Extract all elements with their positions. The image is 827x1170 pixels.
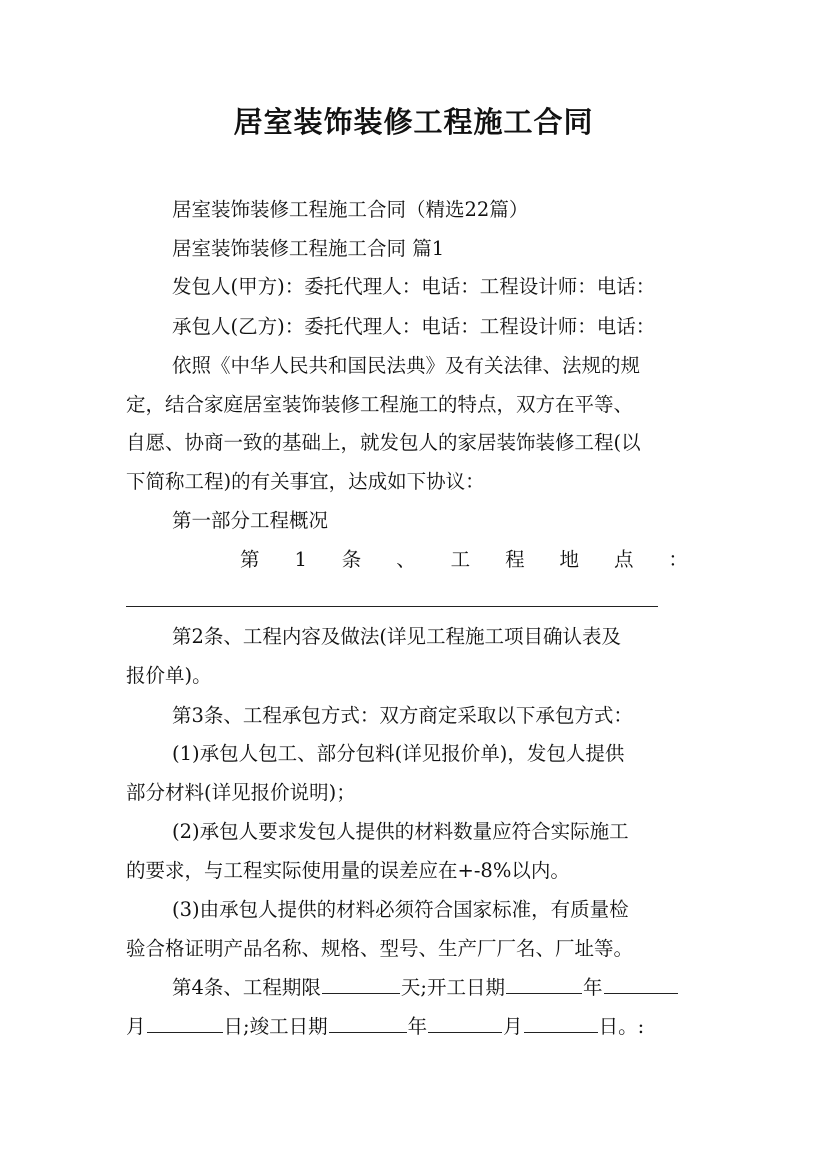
- document-title: 居室装饰装修工程施工合同: [233, 105, 594, 139]
- doc-line: 下简称工程)的有关事宜，达成如下协议：: [126, 470, 485, 493]
- clause-1-char: ：: [668, 548, 688, 571]
- end-day-blank: [524, 1012, 598, 1033]
- clause-1-char: 工: [450, 548, 471, 571]
- term-text: 年: [407, 1015, 428, 1038]
- doc-line: 发包人(甲方)：委托代理人：电话：工程设计师：电话：: [172, 275, 656, 298]
- clause-1-char: 、: [396, 548, 416, 571]
- term-text: 月: [126, 1015, 146, 1038]
- fill-in-blank-line: [126, 606, 658, 607]
- doc-line: 居室装饰装修工程施工合同（精选22篇）: [172, 198, 529, 221]
- term-text: 天;开工日期: [400, 976, 505, 999]
- end-month-blank: [428, 1012, 502, 1033]
- doc-line: 自愿、协商一致的基础上，就发包人的家居装饰装修工程(以: [126, 431, 641, 454]
- term-text: 年: [583, 976, 603, 999]
- doc-line: (1)承包人包工、部分包料(详见报价单)，发包人提供: [172, 742, 625, 765]
- term-line: [126, 1008, 711, 1046]
- doc-line: (2)承包人要求发包人提供的材料数量应符合实际施工: [172, 820, 629, 843]
- doc-line: 的要求，与工程实际使用量的误差应在+-8%以内。: [126, 859, 570, 882]
- clause-1-char: 第: [240, 548, 260, 571]
- clause-1-char: 地: [559, 548, 580, 571]
- clause-1-char: 点: [613, 548, 634, 571]
- term-text: 日。:: [598, 1015, 645, 1038]
- start-month-blank: [604, 973, 678, 994]
- term-line: [172, 969, 712, 1007]
- doc-line: 第2条、工程内容及做法(详见工程施工项目确认表及: [172, 625, 622, 648]
- doc-line: 部分材料(详见报价说明)；: [126, 781, 356, 804]
- doc-line: 依照《中华人民共和国民法典》及有关法律、法规的规: [172, 354, 641, 377]
- doc-line: 验合格证明产品名称、规格、型号、生产厂厂名、厂址等。: [126, 937, 634, 960]
- doc-line: 第3条、工程承包方式：双方商定采取以下承包方式：: [172, 704, 633, 727]
- term-text: 第4条、工程期限: [172, 976, 321, 999]
- clause-1-char: 程: [505, 548, 525, 571]
- clause-1-char: 1: [294, 548, 307, 571]
- clause-1-char: 条: [341, 548, 362, 571]
- start-day-blank: [147, 1012, 223, 1033]
- start-year-blank: [506, 973, 582, 994]
- end-year-blank: [329, 1012, 407, 1033]
- term-text: 日;竣工日期: [223, 1015, 328, 1038]
- days-blank: [322, 973, 400, 994]
- term-text: 月: [503, 1015, 523, 1038]
- doc-line: 承包人(乙方)：委托代理人：电话：工程设计师：电话：: [172, 315, 656, 338]
- doc-line: 定，结合家庭居室装饰装修工程施工的特点，双方在平等、: [126, 393, 634, 416]
- clause-1-line: [240, 541, 688, 579]
- doc-line: (3)由承包人提供的材料必须符合国家标准，有质量检: [172, 898, 629, 921]
- doc-line: 报价单)。: [126, 664, 212, 687]
- doc-line: 第一部分工程概况: [172, 509, 329, 532]
- doc-line: 居室装饰装修工程施工合同 篇1: [172, 237, 445, 260]
